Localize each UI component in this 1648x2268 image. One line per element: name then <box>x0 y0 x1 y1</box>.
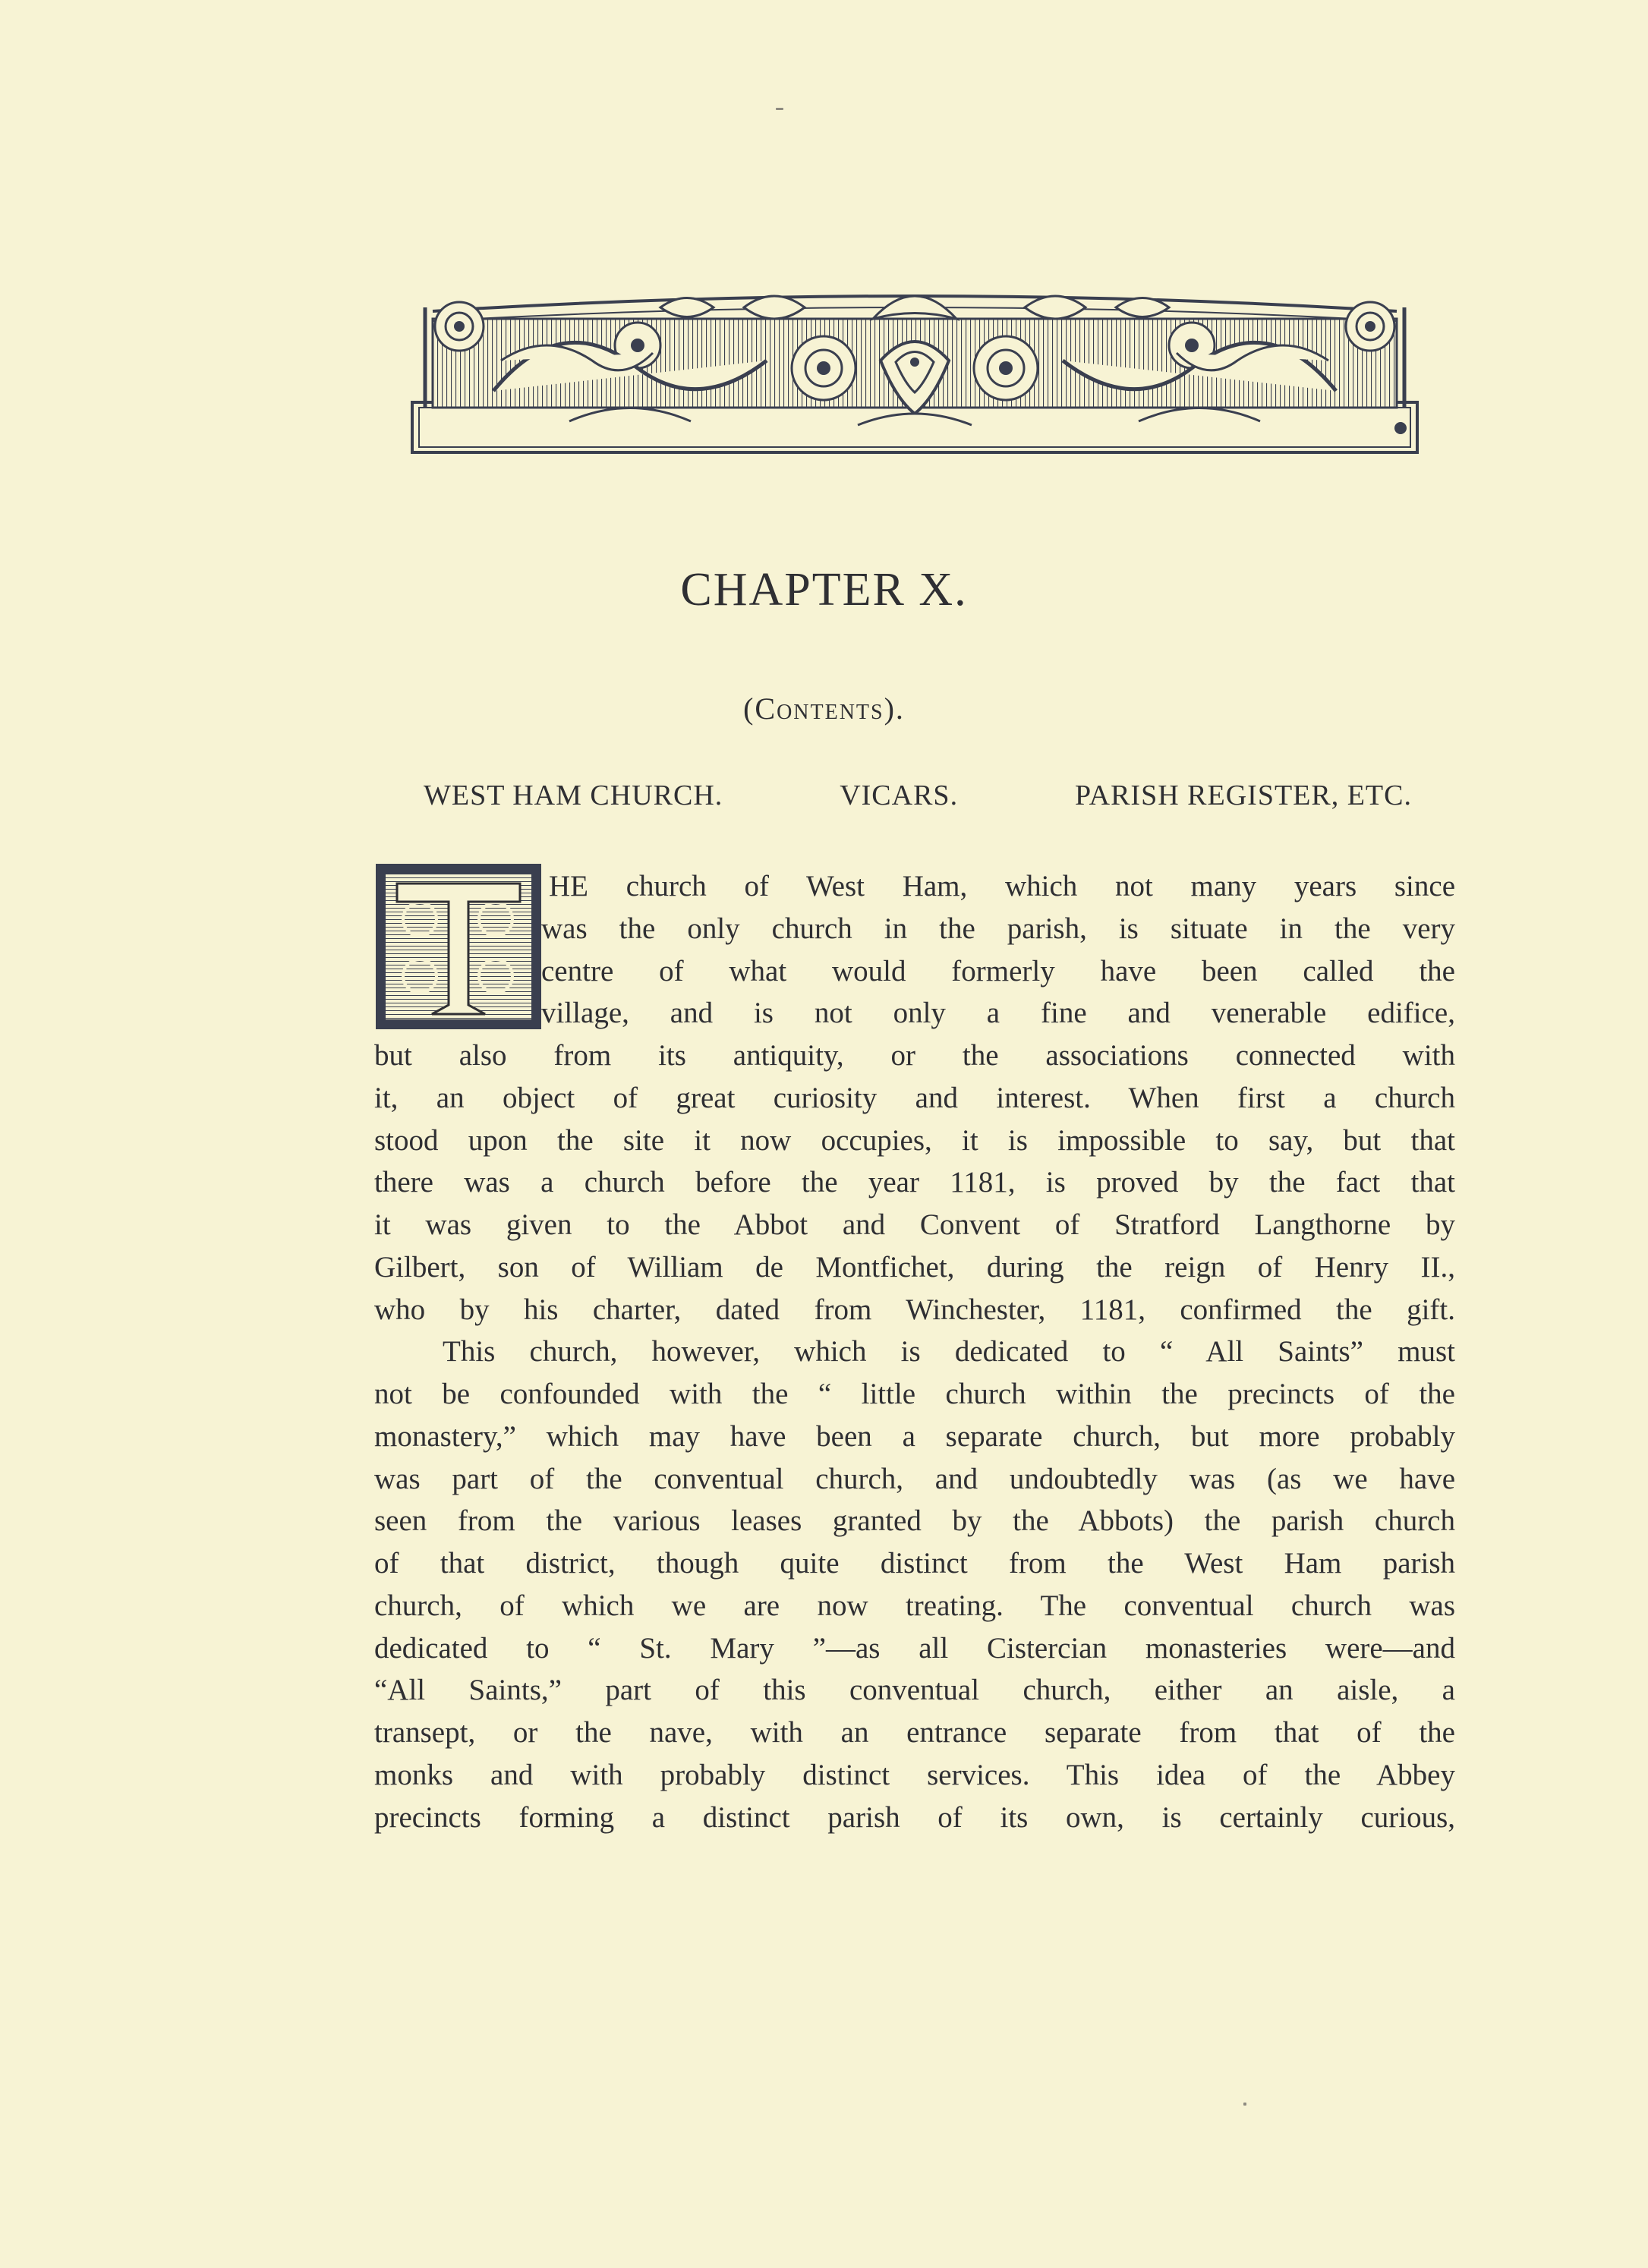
text-line: there was a church before the year 1181, is proved by the fact that <box>374 1166 1455 1199</box>
text-line: village, and is not only a fine and venerable edifice, <box>541 997 1455 1030</box>
text-line: monastery,” which may have been a separate church, but more probably <box>374 1419 1455 1453</box>
text-line: was part of the conventual church, and undoubtedly was (as we have <box>374 1462 1455 1495</box>
text-line: “All Saints,” part of this conventual church, either an aisle, a <box>374 1674 1455 1707</box>
text-line: it was given to the Abbot and Convent of Stratford Langthorne by <box>374 1208 1455 1241</box>
body-text <box>374 865 1455 1838</box>
text-line: dedicated to “ St. Mary ”—as all Cistercian monasteries were—and <box>374 1631 1455 1665</box>
subject-item: WEST HAM CHURCH. <box>424 780 723 811</box>
paper-speck <box>776 108 783 110</box>
text-line: who by his charter, dated from Winchester, 1181, confirmed the gift. <box>374 1293 1455 1326</box>
ornamental-headpiece <box>410 277 1420 455</box>
text-line: but also from its antiquity, or the associations connected with <box>374 1039 1455 1072</box>
chapter-subjects <box>424 779 1412 812</box>
text-line: stood upon the site it now occupies, it is impossible to say, but that <box>374 1123 1455 1157</box>
text-line: of that district, though quite distinct from the West Ham parish <box>374 1547 1455 1580</box>
text-line: seen from the various leases granted by the Abbots) the parish church <box>374 1504 1455 1538</box>
contents-label: (Contents). <box>743 691 905 726</box>
subject-item: PARISH REGISTER, ETC. <box>1075 780 1412 811</box>
text-line: transept, or the nave, with an entrance separate from that of the <box>374 1716 1455 1749</box>
text-line: not be confounded with the “ little church within the precincts of the <box>374 1378 1455 1410</box>
text-line: church, of which we are now treating. The conventual church was <box>374 1589 1455 1622</box>
text-line: it, an object of great curiosity and interest. When first a church <box>374 1081 1455 1114</box>
text-line: was the only church in the parish, is situate in the very <box>541 912 1455 945</box>
text-line: HE church of West Ham, which not many years since <box>549 870 1455 902</box>
subject-item: VICARS. <box>840 780 959 811</box>
text-line: precincts forming a distinct parish of its own, is certainly curious, <box>374 1800 1455 1834</box>
chapter-title: CHAPTER X. <box>680 564 968 616</box>
paper-speck <box>1243 2103 1246 2106</box>
text-line: monks and with probably distinct services. This idea of the Abbey <box>374 1758 1455 1791</box>
text-line: centre of what would formerly have been called the <box>541 954 1455 988</box>
text-line: Gilbert, son of William de Montfichet, during the reign of Henry II., <box>374 1250 1455 1284</box>
text-line: This church, however, which is dedicated to “ All Saints” must <box>443 1335 1455 1369</box>
